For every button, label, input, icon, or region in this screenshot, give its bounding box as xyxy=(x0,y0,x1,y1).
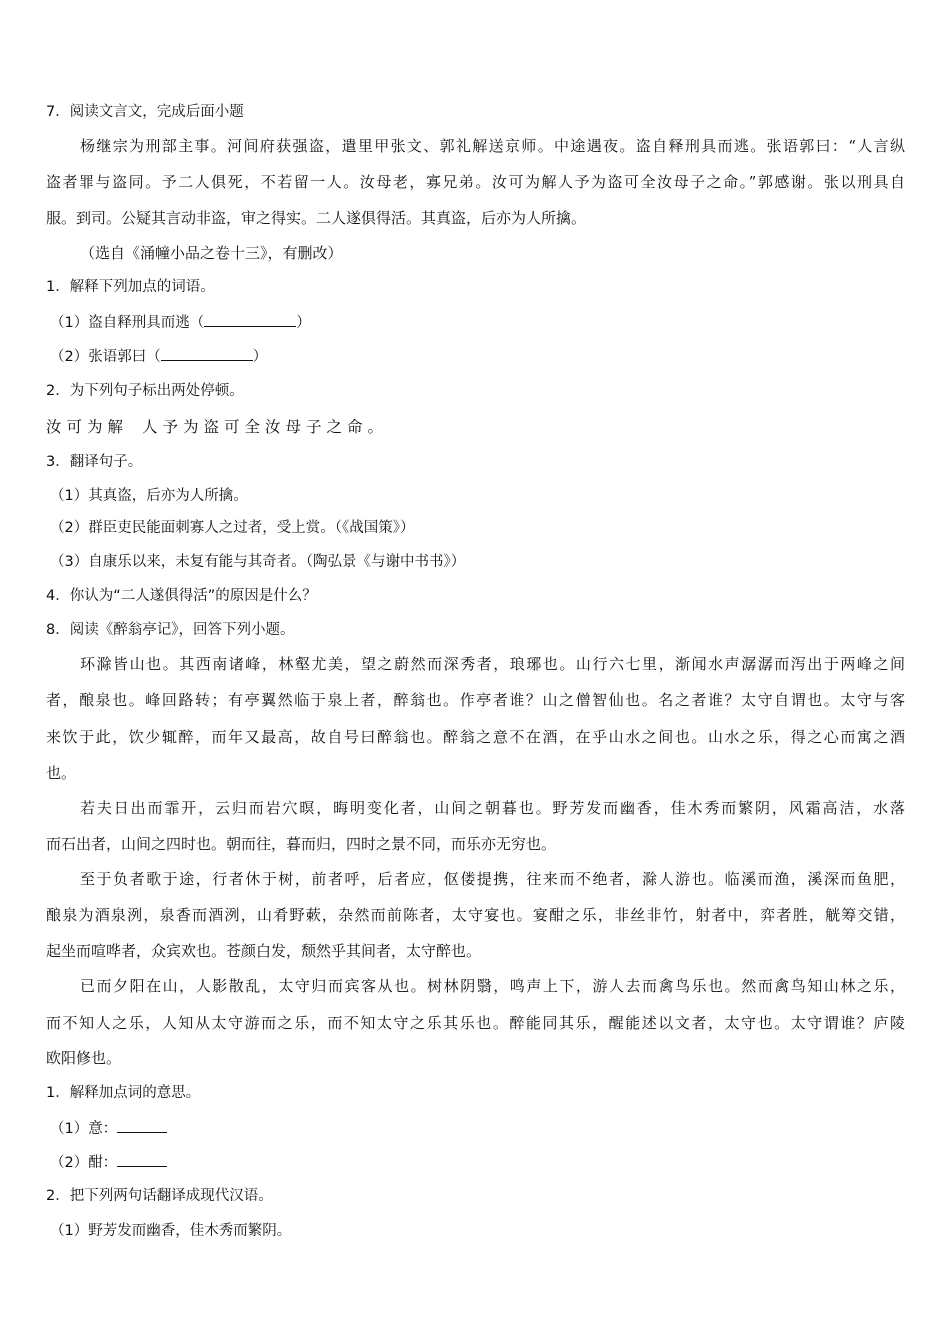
q8-para4-line-3: 欧阳修也。 xyxy=(46,1049,122,1067)
q7-passage-line-1: 杨继宗为刑部主事。河间府获强盗，遣里甲张文、郭礼解送京师。中途遇夜。盗自释刑具而逃。张语郭曰：“人言纵 xyxy=(80,137,905,155)
q8-heading: 8．阅读《醉翁亭记》，回答下列小题。 xyxy=(46,622,295,638)
q7-sub1-title: 1．解释下列加点的词语。 xyxy=(46,279,215,295)
q7-passage-line-2: 盗者罪与盗同。予二人俱死，不若留一人。汝母老，寡兄弟。汝可为解人予为盗可全汝母子之命。”郭感谢。张以刑具自 xyxy=(46,173,905,191)
close-paren: ） xyxy=(296,315,311,331)
q7-sub2-sentence xyxy=(46,417,388,437)
q7-passage-line-3: 服。到司。公疑其言动非盗，审之得实。二人遂俱得活。其真盗，后亦为人所擒。 xyxy=(46,209,587,227)
q8-para4-line-2: 而不知人之乐，人知从太守游而之乐，而不知太守之乐其乐也。醉能同其乐，醒能述以文者，太守也。太守谓谁？庐陵 xyxy=(46,1014,905,1032)
close-paren: ） xyxy=(252,349,268,365)
q7-sub2-sentence-part-a: 汝可为解 xyxy=(46,418,129,436)
q7-sub1-item-1 xyxy=(50,312,311,333)
q8-para4-line-1: 已而夕阳在山，人影散乱，太守归而宾客从也。树林阴翳，鸣声上下，游人去而禽鸟乐也。然而禽鸟知山林之乐， xyxy=(80,977,905,995)
q7-sub1-item-2 xyxy=(50,346,267,367)
q7-sub3-item-2: （2）群臣吏民能面刺寡人之过者，受上赏。（《战国策》） xyxy=(50,520,415,536)
q8-para1-line-3: 来饮于此，饮少辄醉，而年又最高，故自号曰醉翁也。醉翁之意不在酒，在乎山水之间也。山水之乐，得之心而寓之酒 xyxy=(46,728,905,746)
q8-sub1-item-2-text: （2）酣： xyxy=(50,1155,118,1171)
answer-blank[interactable] xyxy=(117,1152,167,1167)
q7-sub3-item-3: （3）自康乐以来，未复有能与其奇者。（陶弘景《与谢中书书》） xyxy=(50,554,466,570)
q8-sub1-item-1 xyxy=(50,1118,167,1139)
q8-para1-line-1: 环滁皆山也。其西南诸峰，林壑尤美，望之蔚然而深秀者，琅琊也。山行六七里，渐闻水声潺潺而泻出于两峰之间 xyxy=(80,655,905,673)
q7-sub2-sentence-part-b: 人予为盗可全汝母子之命。 xyxy=(142,418,389,436)
answer-blank[interactable] xyxy=(117,1118,167,1133)
q7-sub3-item-1: （1）其真盗，后亦为人所擒。 xyxy=(50,488,248,504)
q8-para2-line-1: 若夫日出而霏开，云归而岩穴暝，晦明变化者，山间之朝暮也。野芳发而幽香，佳木秀而繁阴，风霜高洁，水落 xyxy=(80,799,905,817)
q8-para1-line-4: 也。 xyxy=(46,764,77,782)
q7-sub2-title: 2．为下列句子标出两处停顿。 xyxy=(46,383,244,399)
q8-sub1-title: 1．解释加点词的意思。 xyxy=(46,1085,201,1101)
q8-sub2-item-1: （1）野芳发而幽香，佳木秀而繁阴。 xyxy=(50,1223,292,1239)
q8-para2-line-2: 而石出者，山间之四时也。朝而往，暮而归，四时之景不同，而乐亦无穷也。 xyxy=(46,835,557,853)
q8-sub1-item-1-text: （1）意： xyxy=(50,1121,118,1137)
q7-sub1-item-1-text: （1）盗自释刑具而逃（ xyxy=(50,315,205,331)
q8-para3-line-1: 至于负者歌于途，行者休于树，前者呼，后者应，伛偻提携，往来而不绝者，滁人游也。临溪而渔，溪深而鱼肥， xyxy=(80,870,905,888)
q7-sub3-title: 3．翻译句子。 xyxy=(46,454,143,470)
q7-sub4-title: 4．你认为“二人遂俱得活”的原因是什么？ xyxy=(46,588,317,604)
q7-source: （选自《涌幢小品之卷十三》，有删改） xyxy=(80,244,343,262)
q7-sub1-item-2-text: （2）张语郭曰（ xyxy=(50,349,161,365)
q7-heading: 7．阅读文言文，完成后面小题 xyxy=(46,104,244,120)
q8-para3-line-3: 起坐而喧哗者，众宾欢也。苍颜白发，颓然乎其间者，太守醉也。 xyxy=(46,942,482,960)
answer-blank[interactable] xyxy=(161,346,253,361)
q8-sub2-title: 2．把下列两句话翻译成现代汉语。 xyxy=(46,1188,273,1204)
answer-blank[interactable] xyxy=(204,312,296,327)
q8-sub1-item-2 xyxy=(50,1152,167,1173)
q8-para1-line-2: 者，酿泉也。峰回路转；有亭翼然临于泉上者，醉翁也。作亭者谁？山之僧智仙也。名之者谁？太守自谓也。太守与客 xyxy=(46,691,905,709)
q8-para3-line-2: 酿泉为酒泉洌，泉香而酒洌，山肴野蔌，杂然而前陈者，太守宴也。宴酣之乐，非丝非竹，射者中，弈者胜，觥筹交错， xyxy=(46,906,905,924)
